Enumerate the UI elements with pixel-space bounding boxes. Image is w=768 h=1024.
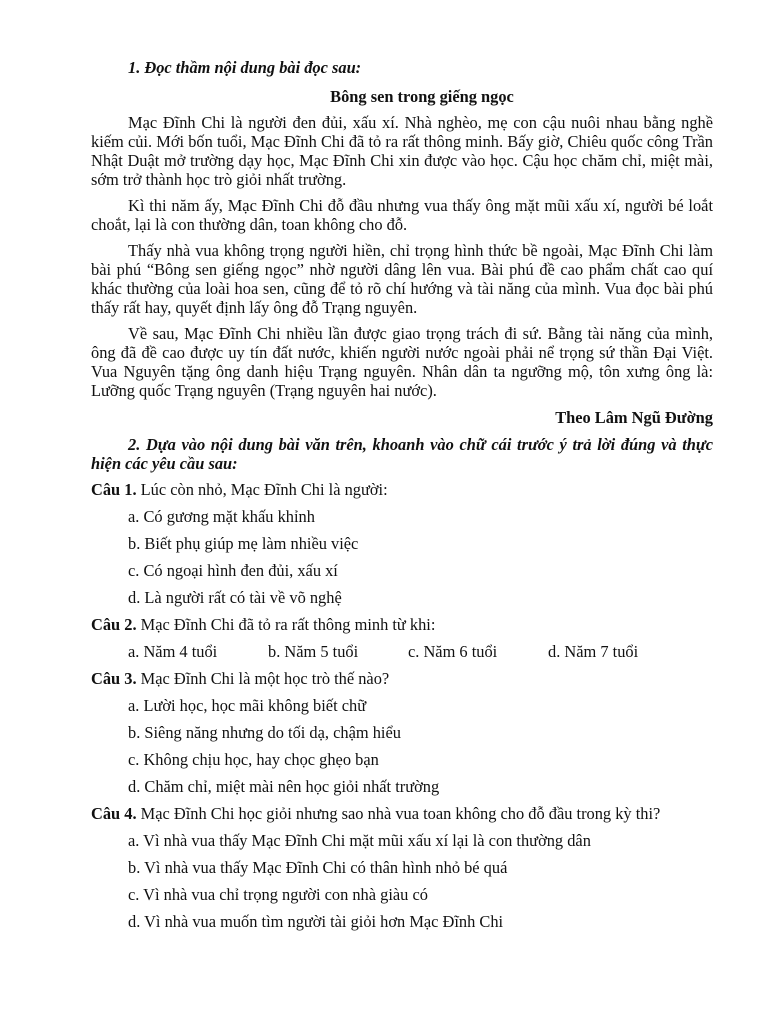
story-paragraph-2: Kì thi năm ấy, Mạc Đĩnh Chi đỗ đầu nhưng vua thấy ông mặt mũi xấu xí, người bé loắt choắt, lại là con thường dân, toan không cho đỗ. (91, 196, 713, 234)
question-4-option-b[interactable]: b. Vì nhà vua thấy Mạc Đĩnh Chi có thân hình nhỏ bé quá (128, 858, 508, 877)
question-3 (91, 669, 713, 688)
story-paragraph-4: Về sau, Mạc Đĩnh Chi nhiều lần được giao trọng trách đi sứ. Bằng tài năng của mình, ông đã đề cao được uy tín đất nước, khiến người nước ngoài phải nể trọng sứ thần Đại Việt. Vua Nguyên tặng ông danh hiệu Trạng nguyên. Nhân dân ta ngưỡng mộ, tôn xưng ông là: Lưỡng quốc Trạng nguyên (Trạng nguyên hai nước). (91, 324, 713, 400)
question-3-option-a[interactable]: a. Lười học, học mãi không biết chữ (128, 696, 367, 715)
question-3-option-d[interactable]: d. Chăm chỉ, miệt mài nên học giỏi nhất trường (128, 777, 440, 796)
task-2-heading: 2. Dựa vào nội dung bài văn trên, khoanh vào chữ cái trước ý trả lời đúng và thực hiện các yêu cầu sau: (91, 435, 713, 473)
story-title: Bông sen trong giếng ngọc (330, 87, 514, 106)
question-4 (91, 804, 713, 823)
task-1-heading: 1. Đọc thầm nội dung bài đọc sau: (128, 58, 362, 77)
question-2-options (128, 642, 713, 661)
question-2-option-b[interactable]: b. Năm 5 tuổi (268, 642, 359, 661)
question-2-label: Câu 2. (91, 615, 137, 634)
question-3-option-c[interactable]: c. Không chịu học, hay chọc ghẹo bạn (128, 750, 379, 769)
question-3-text: Mạc Đĩnh Chi là một học trò thế nào? (136, 669, 390, 688)
question-2-option-a[interactable]: a. Năm 4 tuổi (128, 642, 218, 661)
story-paragraph-3: Thấy nhà vua không trọng người hiền, chỉ trọng hình thức bề ngoài, Mạc Đĩnh Chi làm bài phú “Bông sen giếng ngọc” nhờ người dâng lên vua. Bài phú đề cao phẩm chất cao quí khác thường của loài hoa sen, cũng để tỏ rõ chí hướng và tài năng của mình. Vua đọc bài phú thấy rất hay, quyết định lấy ông đỗ Trạng nguyên. (91, 241, 713, 317)
story-source: Theo Lâm Ngũ Đường (555, 408, 713, 427)
question-1-option-d[interactable]: d. Là người rất có tài về võ nghệ (128, 588, 342, 607)
question-1 (91, 480, 713, 499)
question-4-option-d[interactable]: d. Vì nhà vua muốn tìm người tài giỏi hơn Mạc Đĩnh Chi (128, 912, 504, 931)
question-1-text: Lúc còn nhỏ, Mạc Đĩnh Chi là người: (136, 480, 388, 499)
question-2-option-d[interactable]: d. Năm 7 tuổi (548, 642, 639, 661)
question-1-option-c[interactable]: c. Có ngoại hình đen đủi, xấu xí (128, 561, 338, 580)
question-2 (91, 615, 713, 634)
story-paragraph-1: Mạc Đĩnh Chi là người đen đủi, xấu xí. Nhà nghèo, mẹ con cậu nuôi nhau bằng nghề kiếm củi. Mới bốn tuổi, Mạc Đĩnh Chi đã tỏ ra rất thông minh. Bấy giờ, Chiêu quốc công Trần Nhật Duật mở trường dạy học, Mạc Đĩnh Chi xin được vào học. Cậu học chăm chỉ, miệt mài, sớm trở thành học trò giỏi nhất trường. (91, 113, 713, 189)
question-2-text: Mạc Đĩnh Chi đã tỏ ra rất thông minh từ khi: (136, 615, 436, 634)
question-4-option-c[interactable]: c. Vì nhà vua chỉ trọng người con nhà giàu có (128, 885, 428, 904)
question-1-label: Câu 1. (91, 480, 137, 499)
question-3-label: Câu 3. (91, 669, 137, 688)
question-1-option-b[interactable]: b. Biết phụ giúp mẹ làm nhiều việc (128, 534, 359, 553)
question-4-option-a[interactable]: a. Vì nhà vua thấy Mạc Đĩnh Chi mặt mũi xấu xí lại là con thường dân (128, 831, 591, 850)
question-4-label: Câu 4. (91, 804, 137, 823)
question-2-option-c[interactable]: c. Năm 6 tuổi (408, 642, 498, 661)
question-4-text: Mạc Đĩnh Chi học giỏi nhưng sao nhà vua toan không cho đỗ đầu trong kỳ thi? (136, 804, 661, 823)
question-3-option-b[interactable]: b. Siêng năng nhưng do tối dạ, chậm hiểu (128, 723, 401, 742)
question-1-option-a[interactable]: a. Có gương mặt khấu khỉnh (128, 507, 315, 526)
